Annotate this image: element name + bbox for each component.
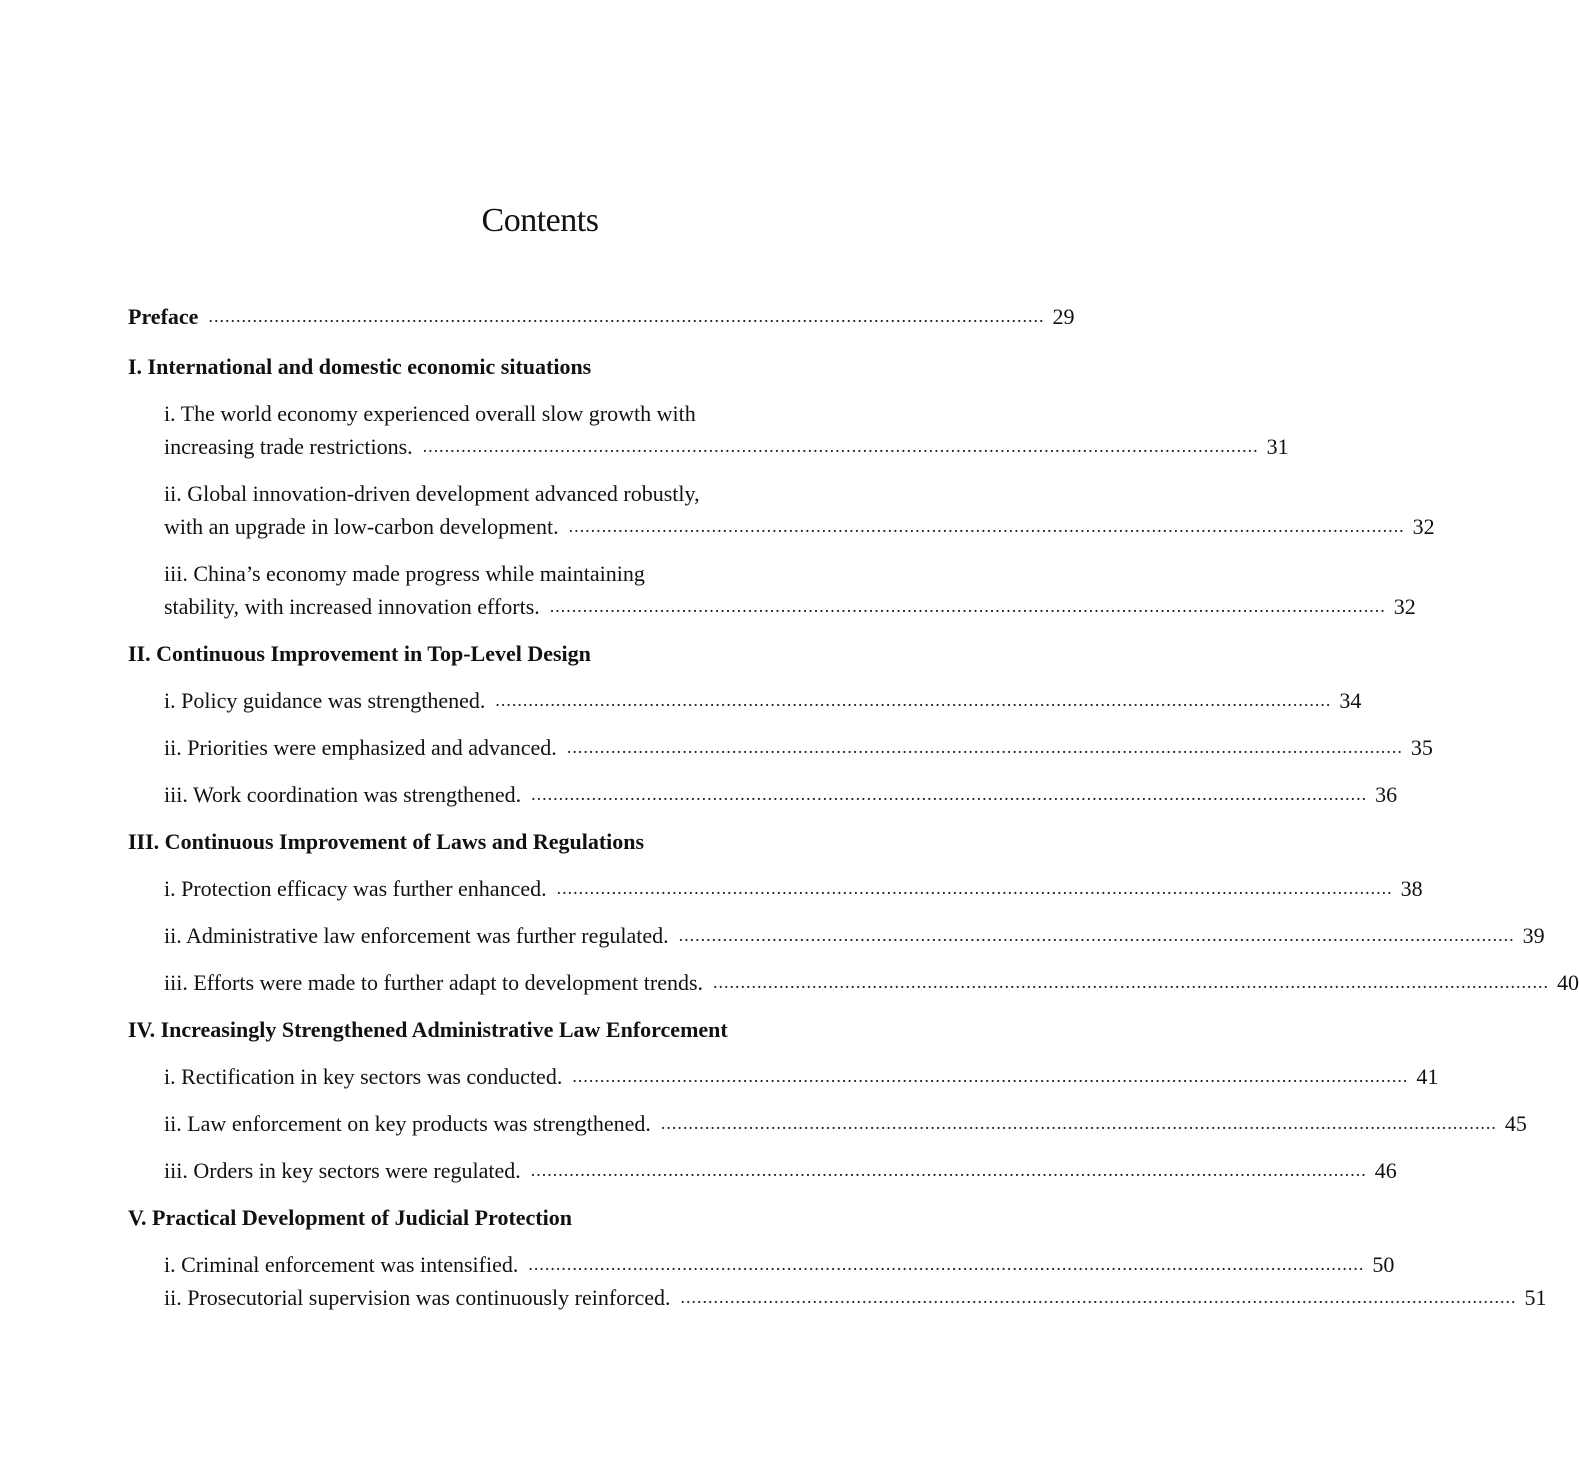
toc-entry <box>128 1154 1397 1187</box>
toc-page-number: 39 <box>1522 923 1545 948</box>
dot-leader: ........................................................................................................................................................ <box>566 737 1403 757</box>
toc-entry-label: ii. Priorities were emphasized and advanced. <box>164 735 557 760</box>
toc-page-number: 36 <box>1375 782 1398 807</box>
toc-entry <box>128 557 1416 623</box>
toc-entry-label: stability, with increased innovation efforts. <box>164 594 540 619</box>
toc-entry-label: ii. Administrative law enforcement was further regulated. <box>164 923 669 948</box>
toc-entry <box>128 1248 1395 1281</box>
toc-section-heading: V. Practical Development of Judicial Protection <box>128 1205 572 1230</box>
toc-entry <box>128 477 1435 543</box>
toc-entry <box>128 872 1423 905</box>
dot-leader: ........................................................................................................................................................ <box>556 878 1393 898</box>
toc-page-number: 51 <box>1524 1285 1547 1310</box>
dot-leader: ........................................................................................................................................................ <box>528 1254 1365 1274</box>
toc-entry-label: ii. Prosecutorial supervision was continuously reinforced. <box>164 1285 671 1310</box>
toc-entry-label: Preface <box>128 304 199 329</box>
toc-entry-line1: ii. Global innovation-driven development advanced robustly, <box>164 481 700 506</box>
toc-entry-label: i. Criminal enforcement was intensified. <box>164 1252 519 1277</box>
toc-entry <box>128 1107 1527 1140</box>
toc-entry-label: increasing trade restrictions. <box>164 434 413 459</box>
dot-leader: ........................................................................................................................................................ <box>549 596 1386 616</box>
toc-entry-label: iii. Orders in key sectors were regulated. <box>164 1158 521 1183</box>
dot-leader: ........................................................................................................................................................ <box>530 1160 1367 1180</box>
toc-page-number: 34 <box>1339 688 1362 713</box>
toc-page-number: 40 <box>1557 970 1579 995</box>
dot-leader: ........................................................................................................................................................ <box>680 1287 1517 1307</box>
toc-page-number: 50 <box>1372 1252 1395 1277</box>
toc-entry-label: iii. Work coordination was strengthened. <box>164 782 522 807</box>
toc-entry-label: i. Policy guidance was strengthened. <box>164 688 486 713</box>
toc-section-heading: III. Continuous Improvement of Laws and Regulations <box>128 829 645 854</box>
toc-entry-line1: iii. China’s economy made progress while maintaining <box>164 561 645 586</box>
toc-entry <box>128 1060 1439 1093</box>
toc-page-number: 32 <box>1412 514 1435 539</box>
toc-page-number: 31 <box>1266 434 1289 459</box>
toc-entry <box>128 397 1289 463</box>
toc-entry <box>128 1281 1547 1314</box>
dot-leader: ........................................................................................................................................................ <box>568 516 1405 536</box>
toc-entry-preface <box>128 300 1075 333</box>
toc-entry-label: with an upgrade in low-carbon development. <box>164 514 559 539</box>
toc-entry <box>128 778 1398 811</box>
toc-page-number: 29 <box>1052 304 1075 329</box>
toc-page-number: 38 <box>1400 876 1423 901</box>
toc-entry <box>128 684 1362 717</box>
toc-entry-line1: i. The world economy experienced overall slow growth with <box>164 401 696 426</box>
dot-leader: ........................................................................................................................................................ <box>531 784 1368 804</box>
toc-entry-label: i. Protection efficacy was further enhanced. <box>164 876 547 901</box>
dot-leader: ........................................................................................................................................................ <box>572 1066 1409 1086</box>
dot-leader: ........................................................................................................................................................ <box>495 690 1332 710</box>
dot-leader: ........................................................................................................................................................ <box>422 436 1259 456</box>
toc-section-heading: IV. Increasingly Strengthened Administrative Law Enforcement <box>128 1017 728 1042</box>
dot-leader: ........................................................................................................................................................ <box>660 1113 1497 1133</box>
toc-page-number: 45 <box>1504 1111 1527 1136</box>
toc-page-number: 41 <box>1416 1064 1439 1089</box>
toc-section-heading: I. International and domestic economic situations <box>128 354 592 379</box>
toc-entry-label: iii. Efforts were made to further adapt to development trends. <box>164 970 704 995</box>
toc-entry-label: ii. Law enforcement on key products was strengthened. <box>164 1111 651 1136</box>
dot-leader: ........................................................................................................................................................ <box>678 925 1515 945</box>
dot-leader: ........................................................................................................................................................ <box>208 306 1045 326</box>
toc-page-number: 35 <box>1410 735 1433 760</box>
table-of-contents <box>128 300 1579 1314</box>
toc-entry <box>128 731 1433 764</box>
page-title: Contents <box>481 202 599 239</box>
toc-entry <box>128 966 1579 999</box>
toc-entry <box>128 919 1545 952</box>
toc-page-number: 32 <box>1393 594 1416 619</box>
toc-page-number: 46 <box>1374 1158 1397 1183</box>
toc-section-heading: II. Continuous Improvement in Top-Level Design <box>128 641 591 666</box>
toc-entry-label: i. Rectification in key sectors was conducted. <box>164 1064 563 1089</box>
dot-leader: ........................................................................................................................................................ <box>713 972 1550 992</box>
